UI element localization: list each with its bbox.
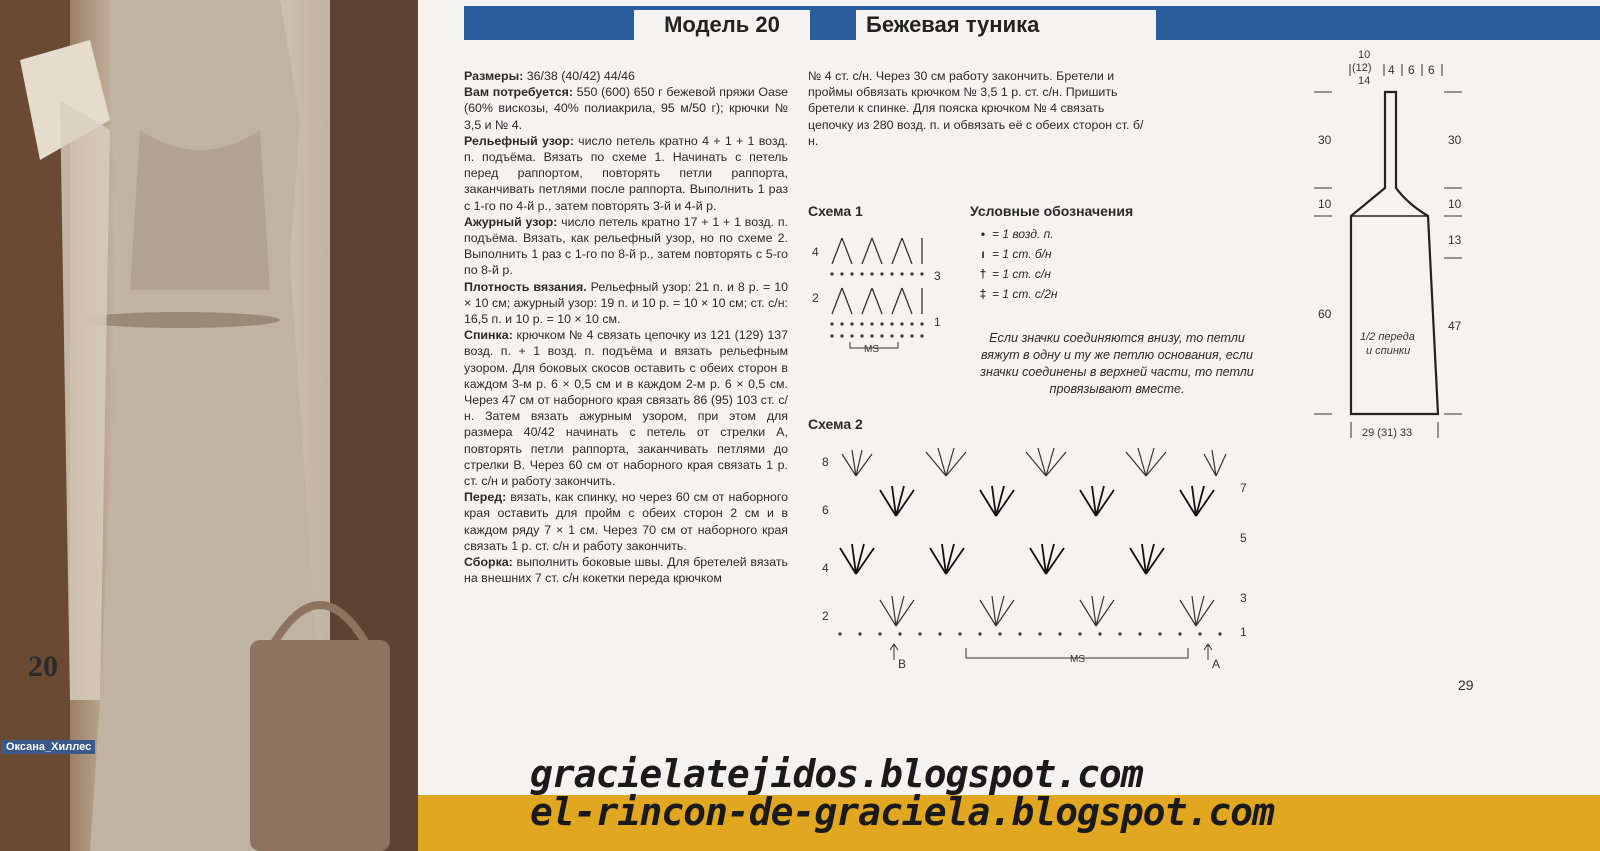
scheme2-title: Схема 2 xyxy=(808,416,863,432)
scheme2-diagram xyxy=(816,436,1256,676)
density-text: Рельефный узор: 21 п. и 8 р. = 10 × 10 см; ажурный узор: 19 п. и 10 р. = 10 × 10 см; ст. с/н: 16,5 п. и 10 р. = 10 × 10 см. xyxy=(464,279,788,327)
photo-credit: Оксана_Хиллес xyxy=(2,740,95,754)
legend-title: Условные обозначения xyxy=(970,203,1134,219)
instructions-column-1 xyxy=(464,68,788,587)
scheme2-row-5: 5 xyxy=(1240,531,1247,545)
relief-label: Рельефный узор: xyxy=(464,133,574,148)
assembly-text: выполнить боковые швы. Для бретелей вязать на внешних 7 ст. с/н кокетки переда крючком xyxy=(464,555,788,586)
top-dim-12: (12) xyxy=(1352,62,1372,74)
model-photo-illustration xyxy=(0,0,418,851)
scheme1-chain-dots xyxy=(830,272,923,337)
scheme1-title: Схема 1 xyxy=(808,203,863,219)
density-label: Плотность вязания. xyxy=(464,279,587,294)
openwork-paragraph xyxy=(464,214,788,279)
blog-url-1: gracielatejidos.blogspot.com xyxy=(530,752,1143,796)
header-bar xyxy=(464,6,1600,40)
back-paragraph xyxy=(464,327,788,489)
assembly-label: Сборка: xyxy=(464,555,513,570)
top-dim-14: 14 xyxy=(1358,75,1371,87)
right-dim-13: 13 xyxy=(1448,233,1462,247)
blog-url-2: el-rincon-de-graciela.blogspot.com xyxy=(530,790,1274,834)
right-dim-47: 47 xyxy=(1448,319,1462,333)
scheme2-fans-mid xyxy=(840,486,1214,574)
materials-paragraph xyxy=(464,84,788,133)
front-paragraph xyxy=(464,489,788,554)
top-dim-6a: 6 xyxy=(1408,63,1415,77)
density-paragraph xyxy=(464,279,788,328)
relief-text: число петель кратно 4 + 1 + 1 возд. п. подъёма. Вязать по схеме 1. Начинать с петель перед раппортом, повторять петли раппорта, заканчивать петлями после раппорта. Выполнить 1 раз с 1-го по 4-й р., затем повторять 3-й и 4-й р. xyxy=(464,133,788,213)
scheme2-fans-top xyxy=(842,448,1226,476)
legend-text-tr: = 1 ст. с/2н xyxy=(992,287,1058,301)
right-dim-30: 30 xyxy=(1448,133,1462,147)
legend-text-chain: = 1 возд. п. xyxy=(992,227,1054,241)
scheme2-fans-low xyxy=(880,596,1214,626)
legend-item-tr xyxy=(974,284,1058,304)
continuation-text: № 4 ст. с/н. Через 30 см работу закончить. Бретели и проймы обвязать крючком № 3,5 1 р. ст. с/н. Пришить бретели к спинке. Для пояска крючком № 4 связать цепочку из 280 возд. п. и обвязать её с обеих сторон ст. б/н. xyxy=(808,69,1144,148)
legend-symbol-sc: ı xyxy=(981,247,985,261)
scheme1-row-4: 4 xyxy=(812,245,819,259)
header-bar-mid xyxy=(804,6,856,40)
scheme2-row-8: 8 xyxy=(822,455,829,469)
legend-list xyxy=(974,224,1058,304)
side-dim-ticks xyxy=(1314,92,1462,438)
scheme1-row-2: 2 xyxy=(812,291,819,305)
scheme1-stitches xyxy=(832,238,922,314)
magazine-page xyxy=(418,0,1600,795)
arrow-a-icon xyxy=(1204,644,1212,660)
legend-symbol-tr: ‡ xyxy=(979,287,987,301)
photo-page-number: 20 xyxy=(28,650,58,683)
arrow-a-label: A xyxy=(1212,657,1221,671)
scheme2-row-4: 4 xyxy=(822,561,829,575)
legend-note: Если значки соединяются внизу, то петли вяжут в одну и ту же петлю основания, если значки соединены в верхней части, то петли провязывают вместе. xyxy=(980,331,1254,396)
pattern-piece-outline xyxy=(1351,92,1438,414)
top-dim-6b: 6 xyxy=(1428,63,1435,77)
piece-label-line1: 1/2 переда xyxy=(1360,331,1415,343)
legend-text-sc: = 1 ст. б/н xyxy=(992,247,1052,261)
top-dim-10: 10 xyxy=(1358,49,1371,61)
arrow-b-icon xyxy=(890,644,898,660)
openwork-text: число петель кратно 17 + 1 + 1 возд. п. подъёма. Вязать, как рельефный узор, но по схеме 2. Выполнить 1 раз с 1-го по 8-й р., затем повторять с 5-го по 8-й р. xyxy=(464,214,789,278)
scheme1-diagram xyxy=(806,224,946,356)
instructions-column-2 xyxy=(808,68,1148,149)
legend-symbol-dc: † xyxy=(979,267,987,281)
model-number: Модель 20 xyxy=(634,10,810,40)
scheme2-row-1: 1 xyxy=(1240,625,1247,639)
legend-item-chain xyxy=(974,224,1058,244)
assembly-paragraph xyxy=(464,554,788,586)
piece-label-line2: и спинки xyxy=(1366,345,1411,357)
legend-symbol-chain: • xyxy=(980,227,986,241)
scheme2-row-3: 3 xyxy=(1240,591,1247,605)
left-dim-10: 10 xyxy=(1318,197,1332,211)
scheme1-row-3: 3 xyxy=(934,269,941,283)
scheme2-row-6: 6 xyxy=(822,503,829,517)
front-label: Перед: xyxy=(464,490,507,505)
legend-item-dc xyxy=(974,264,1058,284)
back-text: крючком № 4 связать цепочку из 121 (129) 137 возд. п. + 1 возд. п. подъёма и вязать рельефным узором. Для боковых скосов оставить с обеих сторон в каждом 3-м р. 6 × 0,5 см и в каждом 2-м р. 6 × 0,5 см. Через 47 см от наборного края связать 86 (95) 103 ст. с/н. Затем вязать ажурным узором, при этом для размера 40/42 начинать с петель от стрелки А, повторять петли раппорта, заканчивать петлями до стрелки В. Через 60 см от наборного края связать 1 р. ст. с/н и работу закончить. xyxy=(464,328,788,489)
scheme2-chain-row xyxy=(838,632,1221,635)
left-dim-60: 60 xyxy=(1318,307,1332,321)
scheme2-row-7: 7 xyxy=(1240,481,1247,495)
bottom-dim: 29 (31) 33 xyxy=(1362,427,1413,439)
top-dim-4: 4 xyxy=(1388,63,1395,77)
legend-text-dc: = 1 ст. с/н xyxy=(992,267,1051,281)
scheme2-row-2: 2 xyxy=(822,609,829,623)
page-number: 29 xyxy=(1458,677,1474,693)
page-title: Бежевая туника xyxy=(856,10,1156,40)
legend-item-sc xyxy=(974,244,1058,264)
sizes-text: 36/38 (40/42) 44/46 xyxy=(523,69,635,83)
scheme1-repeat-label: MS xyxy=(864,344,879,355)
arrow-b-label: B xyxy=(898,657,907,671)
relief-paragraph xyxy=(464,133,788,214)
scheme1-row-1: 1 xyxy=(934,315,941,329)
back-label: Спинка: xyxy=(464,328,513,343)
pattern-schematic xyxy=(1298,44,1474,444)
left-dim-30: 30 xyxy=(1318,133,1332,147)
scheme2-repeat-label: MS xyxy=(1070,654,1085,665)
sizes-label: Размеры: xyxy=(464,69,524,83)
right-dim-10: 10 xyxy=(1448,197,1462,211)
materials-text: 550 (600) 650 г бежевой пряжи Oase (60% вискозы, 40% полиакрила, 95 м/50 г); крючки № 3,5 и № 4. xyxy=(464,85,789,132)
front-text: вязать, как спинку, но через 60 см от наборного края оставить для пройм с обеих сторон 2 см и в каждом ряду 7 × 1 см. Через 70 см от наборного края связать 1 р. ст. с/н и работу закончить. xyxy=(464,490,788,553)
materials-label: Вам потребуется: xyxy=(464,85,573,100)
model-photo xyxy=(0,0,418,851)
openwork-label: Ажурный узор: xyxy=(464,214,558,229)
sizes-paragraph xyxy=(464,68,788,84)
